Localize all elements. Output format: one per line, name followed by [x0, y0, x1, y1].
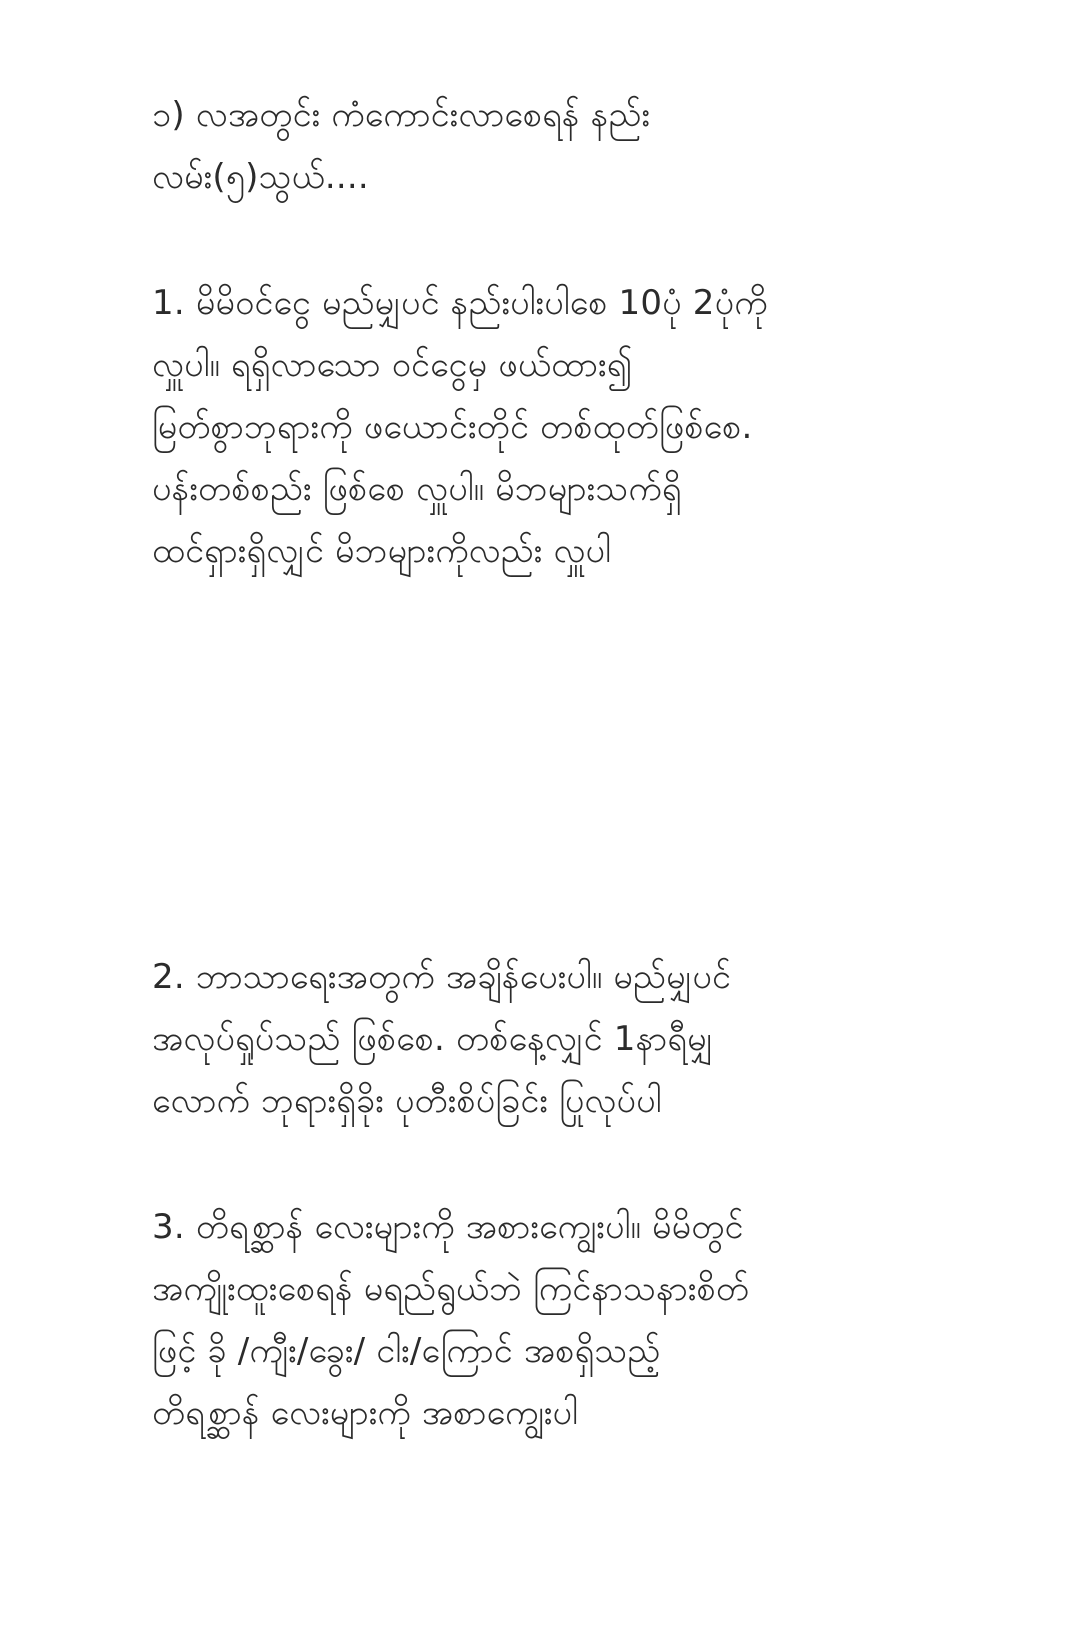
list-item-1	[152, 272, 972, 582]
paragraph-line: 2. ဘာသာရေးအတွက် အချိန်ပေးပါ။ မည်မျှပင်	[152, 957, 732, 997]
post-title	[152, 84, 972, 208]
paragraph-line: ဖြင့် ခို /ကျီး/ခွေး/ ငါး/ကြောင် အစရှိသည့်	[152, 1331, 661, 1371]
paragraph-line: ထင်ရှားရှိလျှင် မိဘများကိုလည်း လှူပါ	[152, 531, 612, 571]
paragraph-line: ပန်းတစ်စည်း ဖြစ်စေ လှူပါ။ မိဘများသက်ရှိ	[152, 469, 682, 509]
paragraph-line: 3. တိရစ္ဆာန် လေးများကို အစားကျွေးပါ။ မိမိတွင်	[152, 1207, 744, 1247]
paragraph-line: အလုပ်ရှုပ်သည် ဖြစ်စေ. တစ်နေ့လျှင် 1နာရီမျှ	[152, 1019, 714, 1059]
paragraph-line: မြတ်စွာဘုရားကို ဖယောင်းတိုင် တစ်ထုတ်ဖြစ်စေ.	[152, 407, 753, 447]
paragraph-line: လောက် ဘုရားရှိခိုး ပုတီးစိပ်ခြင်း ပြုလုပ်ပါ	[152, 1081, 662, 1121]
paragraph-line: လှူပါ။ ရရှိလာသော ဝင်ငွေမှ ဖယ်ထား၍	[152, 345, 633, 385]
title-line: လမ်း(၅)သွယ်....	[152, 157, 369, 197]
list-item-3	[152, 1196, 972, 1444]
paragraph-line: 1. မိမိဝင်ငွေ မည်မျှပင် နည်းပါးပါစေ 10ပုံ 2ပုံကို	[152, 283, 768, 323]
paragraph-line: တိရစ္ဆာန် လေးများကို အစာကျွေးပါ	[152, 1393, 579, 1433]
title-line: ၁) လအတွင်း ကံကောင်းလာစေရန် နည်း	[152, 95, 651, 135]
paragraph-line: အကျိုးထူးစေရန် မရည်ရွယ်ဘဲ ကြင်နာသနားစိတ်	[152, 1269, 750, 1309]
list-item-2	[152, 946, 972, 1132]
